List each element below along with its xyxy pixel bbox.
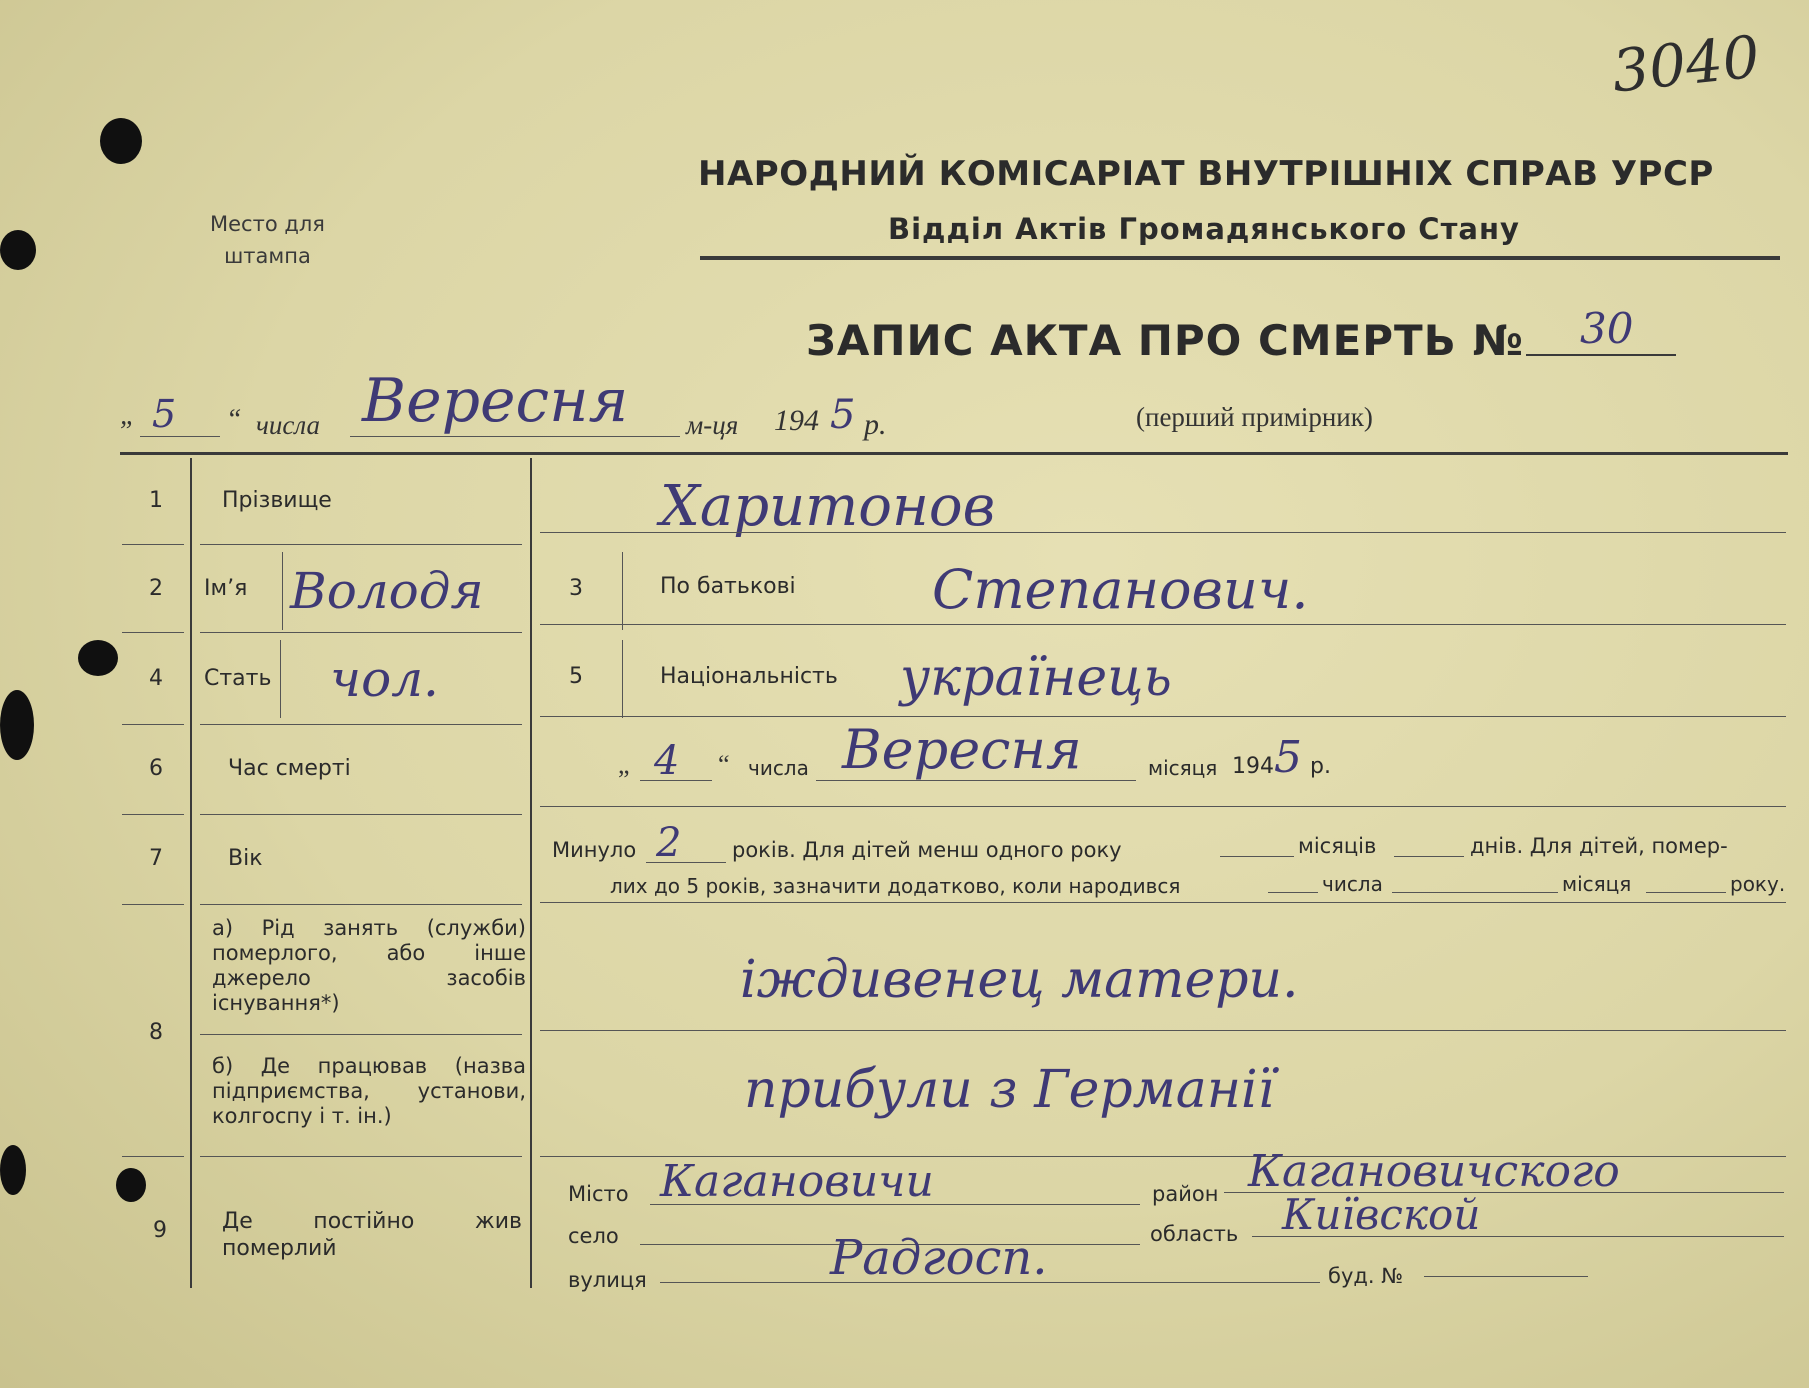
age-birth-day-line [1268, 892, 1318, 893]
death-year-prefix: 194 [1232, 754, 1274, 779]
row2-bottom-line-num [122, 632, 184, 633]
district-value: Кагановичского [1248, 1146, 1620, 1197]
table-col-divider-1 [190, 458, 192, 1288]
row6-bottom-line-label [200, 814, 522, 815]
punch-hole [116, 1168, 146, 1202]
death-month-line [816, 780, 1136, 781]
death-open-quote: „ [618, 750, 630, 779]
row2-bottom-line-value [540, 624, 1786, 625]
stamp-place-label: Место для штампа [210, 212, 325, 268]
row2-bottom-line-label [200, 632, 522, 633]
workplace-label: б) Де працював (назва підприємства, установи, колгоспу і т. ін.) [212, 1054, 526, 1128]
archive-number: 3040 [1608, 22, 1763, 106]
occupation-label: а) Рід занять (служби) померлого, або інше джерело засобів існування*) [212, 916, 526, 1015]
record-month-line [350, 436, 680, 437]
death-day: 4 [654, 738, 680, 784]
house-label: буд. № [1328, 1264, 1404, 1288]
record-number-line [1526, 354, 1676, 356]
table-top-line [120, 452, 1788, 455]
age-line1-text: років. Для дітей менш одного року [732, 838, 1122, 862]
row5-label: Національність [660, 664, 838, 689]
department-header: Відділ Актів Громадянського Стану [888, 212, 1520, 246]
age-months-line [1220, 856, 1294, 857]
age-birth-month-line [1392, 892, 1558, 893]
surname-value: Харитонов [660, 474, 996, 539]
punch-hole [0, 1145, 26, 1195]
death-day-line [640, 780, 712, 781]
row6-bottom-line-num [122, 814, 184, 815]
occupation-value: іждивенец матери. [740, 950, 1299, 1010]
row3-number: 3 [569, 576, 583, 601]
first-name-value: Володя [290, 562, 484, 620]
header-underline [700, 256, 1780, 260]
sex-value: чол. [330, 650, 439, 708]
village-label: село [568, 1224, 619, 1248]
row9-number: 9 [153, 1218, 167, 1243]
region-label: область [1150, 1222, 1239, 1246]
row8-bottom-line-num [122, 1156, 184, 1157]
row7-bottom-line-label [200, 904, 522, 905]
punch-hole [0, 690, 34, 760]
row6-bottom-line-value [540, 806, 1786, 807]
punch-hole [78, 640, 118, 676]
patronymic-value: Степанович. [932, 558, 1309, 621]
record-number: 30 [1580, 304, 1634, 353]
row1-bottom-line-label [200, 544, 522, 545]
age-birth-day-label: числа [1322, 872, 1383, 896]
region-value: Київской [1282, 1190, 1481, 1239]
date-close-quote: “ [226, 404, 242, 435]
row6-label: Час смерті [228, 756, 351, 781]
row7-label: Вік [228, 846, 263, 871]
punch-hole [0, 230, 36, 270]
record-year-suffix: р. [864, 408, 887, 441]
death-year-suffix: р. [1310, 754, 1331, 779]
row1-bottom-line-value [540, 532, 1786, 533]
street-line [660, 1282, 1320, 1283]
row4-bottom-line-label [200, 724, 522, 725]
record-month: Вересня [362, 366, 629, 436]
age-years-line [646, 862, 726, 863]
row1-number: 1 [149, 488, 163, 513]
row1-label: Прізвище [222, 488, 332, 513]
table-col-divider-2 [530, 458, 532, 1288]
age-days-line [1394, 856, 1464, 857]
row4-divider [280, 640, 281, 718]
copy-note: (перший примірник) [1136, 402, 1373, 432]
date-open-quote: „ [120, 400, 136, 431]
row2-number: 2 [149, 576, 163, 601]
city-value: Кагановичи [660, 1156, 934, 1207]
nationality-value: українець [900, 648, 1172, 708]
row8a-bottom-line-label [200, 1034, 522, 1035]
death-close-quote: “ [718, 750, 730, 779]
punch-hole [100, 118, 142, 164]
row4-bottom-line-num [122, 724, 184, 725]
record-day: 5 [152, 392, 177, 436]
row4-number: 4 [149, 666, 163, 691]
row3-divider [622, 552, 623, 630]
age-months-label: місяців [1298, 834, 1377, 858]
row7-bottom-line-num [122, 904, 184, 905]
district-label: район [1152, 1182, 1219, 1206]
age-line2-text: лих до 5 років, зазначити додатково, коли народився [610, 874, 1181, 898]
workplace-value: прибули з Германії [744, 1060, 1275, 1120]
death-day-label: числа [748, 756, 809, 780]
row2-divider [282, 552, 283, 630]
age-years-label: Минуло [552, 838, 637, 862]
age-birth-month-label: місяця [1562, 872, 1632, 896]
row4-bottom-line-value [540, 716, 1786, 717]
city-line [650, 1204, 1140, 1205]
row5-divider [622, 640, 623, 718]
row7-bottom-line-value [540, 902, 1786, 903]
record-year-digit: 5 [830, 392, 856, 438]
row5-number: 5 [569, 664, 583, 689]
row1-bottom-line-num [122, 544, 184, 545]
record-title: ЗАПИС АКТА ПРО СМЕРТЬ № [806, 316, 1524, 365]
row8a-bottom-line-value [540, 1030, 1786, 1031]
row6-number: 6 [149, 756, 163, 781]
record-month-label: м-ця [686, 410, 739, 440]
age-days-label: днів. Для дітей, помер- [1470, 834, 1728, 858]
age-years-value: 2 [656, 820, 682, 866]
row8-number: 8 [149, 1020, 163, 1045]
row8-bottom-line-label [200, 1156, 522, 1157]
region-line [1252, 1236, 1784, 1237]
row4-label: Стать [204, 666, 272, 691]
street-value: Радгосп. [830, 1230, 1048, 1286]
age-birth-year-line [1646, 892, 1726, 893]
death-month: Вересня [842, 718, 1082, 781]
ministry-header: НАРОДНИЙ КОМІСАРІАТ ВНУТРІШНІХ СПРАВ УРСР [698, 154, 1714, 194]
row7-number: 7 [149, 846, 163, 871]
row3-label: По батькові [660, 574, 796, 599]
record-day-line [140, 436, 220, 437]
row2-label: Ім’я [204, 576, 248, 601]
record-year-prefix: 194 [774, 404, 819, 437]
street-label: вулиця [568, 1268, 647, 1292]
age-birth-year-label: року. [1730, 872, 1786, 896]
city-label: Місто [568, 1182, 629, 1206]
house-line [1424, 1276, 1588, 1277]
death-month-label: місяця [1148, 756, 1218, 780]
residence-label: Де постійно жив померлий [222, 1209, 522, 1261]
death-year-digit: 5 [1274, 732, 1302, 783]
record-day-label: числа [256, 410, 320, 440]
